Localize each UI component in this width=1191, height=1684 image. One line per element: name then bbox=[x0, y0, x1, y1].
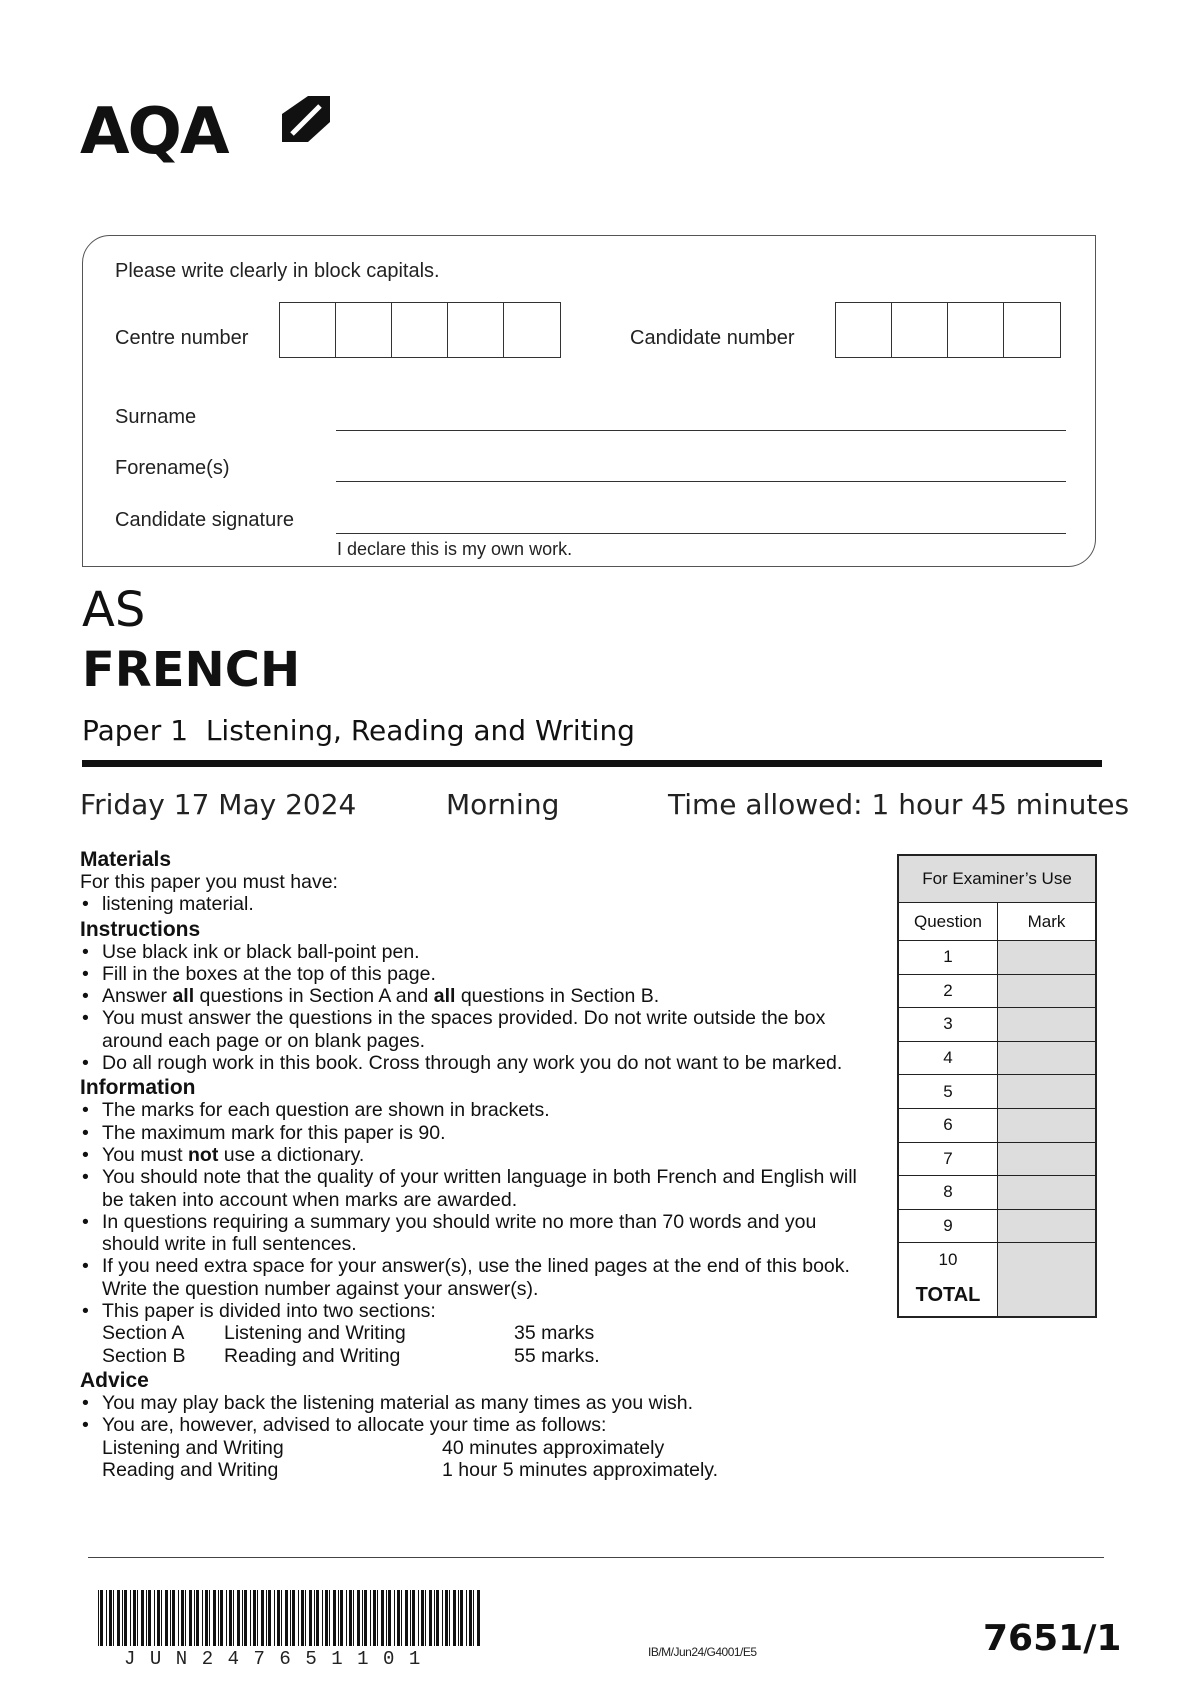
information-heading: Information bbox=[80, 1076, 196, 1100]
examiner-table-heading: For Examiner’s Use bbox=[899, 856, 1095, 903]
total-mark-cell bbox=[998, 1276, 1095, 1316]
barcode-bar bbox=[274, 1590, 275, 1646]
section-name: Section B bbox=[102, 1344, 186, 1367]
barcode-bar bbox=[117, 1590, 120, 1646]
barcode-bar bbox=[157, 1590, 160, 1646]
barcode-bar bbox=[202, 1590, 203, 1646]
question-number: 3 bbox=[899, 1008, 998, 1041]
logo-text: AQA bbox=[80, 95, 228, 169]
barcode-bar bbox=[130, 1590, 131, 1646]
candidate-number-label: Candidate number bbox=[630, 327, 795, 349]
list-item: • In questions requiring a summary you should write no more than 70 words and you should write in full sentences. bbox=[80, 1211, 860, 1256]
question-number: 6 bbox=[899, 1109, 998, 1142]
barcode-bar bbox=[281, 1590, 282, 1646]
subject-title: FRENCH bbox=[82, 642, 301, 698]
list-item: • Answer all questions in Section A and all questions in Section B. bbox=[80, 985, 860, 1007]
barcode-bar bbox=[141, 1590, 144, 1646]
declaration-text: I declare this is my own work. bbox=[337, 539, 573, 559]
barcode-bar bbox=[357, 1590, 360, 1646]
barcode-bar bbox=[137, 1590, 138, 1646]
mark-column-header: Mark bbox=[998, 903, 1095, 940]
allocation-part: Listening and Writing bbox=[102, 1436, 284, 1459]
section-row bbox=[80, 1322, 860, 1344]
examiner-question-row bbox=[899, 1109, 1095, 1143]
examiner-question-row bbox=[899, 1008, 1095, 1042]
list-item: • You must not use a dictionary. bbox=[80, 1144, 860, 1166]
barcode-bar bbox=[429, 1590, 432, 1646]
list-item: • You must answer the questions in the spaces provided. Do not write outside the box around each page or on blank pages. bbox=[80, 1007, 860, 1052]
barcode-bar bbox=[189, 1590, 192, 1646]
materials-intro: For this paper you must have: bbox=[80, 871, 338, 893]
barcode-bar bbox=[261, 1590, 264, 1646]
barcode-bar bbox=[329, 1590, 330, 1646]
barcode-bar bbox=[410, 1590, 411, 1646]
candidate-number-digit[interactable] bbox=[892, 303, 948, 357]
barcode-bar bbox=[185, 1590, 186, 1646]
list-item: • Fill in the boxes at the top of this page. bbox=[80, 963, 860, 985]
examiner-question-row bbox=[899, 1176, 1095, 1210]
examiner-question-row bbox=[899, 975, 1095, 1009]
information-list bbox=[80, 1099, 860, 1322]
barcode-bar bbox=[266, 1590, 267, 1646]
block-capitals-prompt: Please write clearly in block capitals. bbox=[115, 260, 440, 282]
barcode-bar bbox=[434, 1590, 435, 1646]
allocation-time: 40 minutes approximately bbox=[442, 1436, 665, 1459]
list-item: • Use black ink or black ball-point pen. bbox=[80, 941, 860, 963]
examiner-question-row bbox=[899, 941, 1095, 975]
question-number: 8 bbox=[899, 1176, 998, 1209]
instructions-list bbox=[80, 941, 860, 1075]
barcode-bar bbox=[237, 1590, 240, 1646]
barcode-bar bbox=[229, 1590, 232, 1646]
time-allowed: Time allowed: 1 hour 45 minutes bbox=[668, 788, 1130, 821]
materials-list bbox=[80, 893, 860, 915]
barcode-bar bbox=[333, 1590, 336, 1646]
barcode-bar bbox=[226, 1590, 227, 1646]
barcode-bar bbox=[405, 1590, 408, 1646]
barcode-bar bbox=[165, 1590, 168, 1646]
barcode-bar bbox=[314, 1590, 315, 1646]
barcode-bar bbox=[322, 1590, 323, 1646]
examiner-question-row bbox=[899, 1210, 1095, 1244]
barcode-bar bbox=[100, 1590, 103, 1646]
barcode-bar bbox=[209, 1590, 210, 1646]
list-item: • You should note that the quality of your written language in both French and English will be taken into account when marks are awarded. bbox=[80, 1166, 860, 1211]
barcode-bar bbox=[305, 1590, 306, 1646]
signature-field[interactable] bbox=[336, 533, 1066, 534]
barcode-bar bbox=[386, 1590, 387, 1646]
section-title: Listening and Writing bbox=[224, 1322, 406, 1345]
total-row bbox=[899, 1276, 1095, 1316]
barcode-bar bbox=[233, 1590, 234, 1646]
forenames-field[interactable] bbox=[336, 481, 1066, 482]
barcode-bar bbox=[196, 1590, 199, 1646]
question-number: 4 bbox=[899, 1042, 998, 1075]
surname-field[interactable] bbox=[336, 430, 1066, 431]
barcode-bar bbox=[477, 1590, 480, 1646]
barcode-bar bbox=[133, 1590, 136, 1646]
examiner-question-row bbox=[899, 1075, 1095, 1109]
barcode-bar bbox=[148, 1590, 151, 1646]
barcode-bar bbox=[346, 1590, 347, 1646]
mark-cell bbox=[998, 1075, 1095, 1108]
section-marks: 35 marks bbox=[514, 1322, 595, 1345]
barcode-bar bbox=[373, 1590, 376, 1646]
question-number: 10 bbox=[899, 1243, 998, 1276]
allocation-time: 1 hour 5 minutes approximately. bbox=[442, 1458, 719, 1481]
advice-heading: Advice bbox=[80, 1368, 149, 1392]
surname-label: Surname bbox=[115, 406, 197, 428]
barcode-bar bbox=[220, 1590, 223, 1646]
candidate-number-input[interactable] bbox=[835, 302, 1061, 358]
mark-cell bbox=[998, 941, 1095, 974]
centre-number-digit[interactable] bbox=[336, 303, 392, 357]
barcode-bar bbox=[277, 1590, 280, 1646]
barcode-bar bbox=[194, 1590, 195, 1646]
instructions-heading: Instructions bbox=[80, 917, 201, 941]
question-number: 7 bbox=[899, 1143, 998, 1176]
barcode-bar bbox=[253, 1590, 256, 1646]
forenames-label: Forename(s) bbox=[115, 457, 230, 479]
barcode-bar bbox=[458, 1590, 459, 1646]
barcode-bar bbox=[285, 1590, 288, 1646]
total-label: TOTAL bbox=[899, 1276, 998, 1316]
title-divider bbox=[82, 760, 1102, 767]
candidate-number-digit[interactable] bbox=[1004, 303, 1060, 357]
section-marks: 55 marks. bbox=[514, 1344, 600, 1367]
section-title: Reading and Writing bbox=[224, 1344, 401, 1367]
materials-heading: Materials bbox=[80, 848, 172, 871]
centre-number-digit[interactable] bbox=[280, 303, 336, 357]
barcode-bar bbox=[460, 1590, 463, 1646]
mark-cell bbox=[998, 1042, 1095, 1075]
candidate-details-box bbox=[82, 235, 1096, 567]
barcode-bar bbox=[250, 1590, 251, 1646]
barcode-bar bbox=[113, 1590, 114, 1646]
centre-number-digit[interactable] bbox=[448, 303, 504, 357]
barcode-bar bbox=[349, 1590, 352, 1646]
barcode-bar bbox=[309, 1590, 312, 1646]
barcode-bar bbox=[370, 1590, 371, 1646]
barcode-bar bbox=[397, 1590, 400, 1646]
centre-number-input[interactable] bbox=[279, 302, 561, 358]
paper-code: 7651/1 bbox=[983, 1618, 1122, 1659]
barcode-bar bbox=[124, 1590, 127, 1646]
list-item: • You may play back the listening material as many times as you wish. bbox=[80, 1392, 860, 1414]
barcode-bar bbox=[362, 1590, 363, 1646]
aqa-leaf-icon bbox=[278, 92, 334, 146]
barcode-bar bbox=[394, 1590, 395, 1646]
aqa-logo bbox=[80, 90, 350, 190]
list-item: • The maximum mark for this paper is 90. bbox=[80, 1122, 860, 1144]
mark-cell bbox=[998, 1243, 1095, 1276]
barcode-bar bbox=[340, 1590, 343, 1646]
barcode-bar bbox=[338, 1590, 339, 1646]
barcode-bar bbox=[170, 1590, 171, 1646]
barcode-bar bbox=[364, 1590, 367, 1646]
barcode-bar bbox=[316, 1590, 319, 1646]
mark-cell bbox=[998, 1210, 1095, 1243]
exam-session: Morning bbox=[446, 788, 560, 821]
barcode-bar bbox=[436, 1590, 439, 1646]
barcode-bar bbox=[421, 1590, 424, 1646]
list-item: • The marks for each question are shown in brackets. bbox=[80, 1099, 860, 1121]
candidate-number-digit[interactable] bbox=[836, 303, 892, 357]
question-number: 1 bbox=[899, 941, 998, 974]
examiner-question-row bbox=[899, 1243, 1095, 1276]
barcode-bar bbox=[109, 1590, 112, 1646]
paper-reference: IB/M/Jun24/G4001/E5 bbox=[648, 1645, 757, 1659]
barcode-bar bbox=[388, 1590, 391, 1646]
barcode-bar bbox=[412, 1590, 415, 1646]
list-item: • Do all rough work in this book. Cross through any work you do not want to be marked. bbox=[80, 1052, 860, 1074]
barcode-bar bbox=[98, 1590, 99, 1646]
barcode-bar bbox=[353, 1590, 354, 1646]
barcode-bar bbox=[469, 1590, 472, 1646]
centre-number-label: Centre number bbox=[115, 327, 249, 349]
instructions-column bbox=[80, 848, 860, 1481]
barcode-bar bbox=[122, 1590, 123, 1646]
section-row bbox=[80, 1345, 860, 1367]
centre-number-digit[interactable] bbox=[392, 303, 448, 357]
barcode-bar bbox=[268, 1590, 271, 1646]
exam-date: Friday 17 May 2024 bbox=[80, 788, 357, 821]
list-item: • listening material. bbox=[80, 893, 860, 915]
mark-cell bbox=[998, 975, 1095, 1008]
mark-cell bbox=[998, 1008, 1095, 1041]
barcode-bar bbox=[453, 1590, 456, 1646]
barcode-bar bbox=[325, 1590, 328, 1646]
allocation-row bbox=[80, 1437, 860, 1459]
signature-label: Candidate signature bbox=[115, 509, 295, 531]
barcode-bar bbox=[377, 1590, 378, 1646]
centre-number-digit[interactable] bbox=[504, 303, 560, 357]
barcode-image bbox=[98, 1590, 480, 1646]
barcode-bar bbox=[242, 1590, 243, 1646]
mark-cell bbox=[998, 1143, 1095, 1176]
barcode-bar bbox=[257, 1590, 258, 1646]
barcode-bar bbox=[172, 1590, 175, 1646]
question-number: 2 bbox=[899, 975, 998, 1008]
list-item: • If you need extra space for your answer(s), use the lined pages at the end of this book. Write the question number against your answer(s). bbox=[80, 1255, 860, 1300]
barcode-bar bbox=[154, 1590, 155, 1646]
list-item: • This paper is divided into two sections: bbox=[80, 1300, 860, 1322]
barcode-bar bbox=[425, 1590, 426, 1646]
qualification-level: AS bbox=[82, 582, 146, 638]
barcode-text: JUN247651101 bbox=[124, 1648, 435, 1670]
barcode-bar bbox=[213, 1590, 216, 1646]
mark-cell bbox=[998, 1176, 1095, 1209]
barcode-bar bbox=[442, 1590, 443, 1646]
barcode-bar bbox=[445, 1590, 448, 1646]
barcode-bar bbox=[218, 1590, 219, 1646]
barcode-bar bbox=[418, 1590, 419, 1646]
barcode-bar bbox=[205, 1590, 208, 1646]
barcode-bar bbox=[244, 1590, 247, 1646]
barcode-bar bbox=[290, 1590, 291, 1646]
footer-divider bbox=[88, 1557, 1104, 1558]
examiner-question-row bbox=[899, 1143, 1095, 1177]
allocation-row bbox=[80, 1459, 860, 1481]
barcode-bar bbox=[178, 1590, 179, 1646]
barcode-bar bbox=[466, 1590, 467, 1646]
question-column-header: Question bbox=[899, 903, 998, 940]
barcode-bar bbox=[473, 1590, 474, 1646]
question-number: 9 bbox=[899, 1210, 998, 1243]
paper-title: Paper 1 Listening, Reading and Writing bbox=[82, 714, 635, 747]
examiner-use-table bbox=[897, 854, 1097, 1318]
candidate-number-digit[interactable] bbox=[948, 303, 1004, 357]
question-number: 5 bbox=[899, 1075, 998, 1108]
barcode-bar bbox=[161, 1590, 162, 1646]
barcode-bar bbox=[449, 1590, 450, 1646]
barcode-bar bbox=[146, 1590, 147, 1646]
advice-list bbox=[80, 1392, 860, 1437]
section-name: Section A bbox=[102, 1322, 185, 1345]
mark-cell bbox=[998, 1109, 1095, 1142]
examiner-question-row bbox=[899, 1042, 1095, 1076]
barcode-bar bbox=[298, 1590, 299, 1646]
barcode-bar bbox=[292, 1590, 295, 1646]
list-item: • You are, however, advised to allocate your time as follows: bbox=[80, 1414, 860, 1436]
barcode-bar bbox=[301, 1590, 304, 1646]
barcode-bar bbox=[106, 1590, 107, 1646]
allocation-part: Reading and Writing bbox=[102, 1458, 279, 1481]
barcode-bar bbox=[381, 1590, 384, 1646]
examiner-table-header-row bbox=[899, 903, 1095, 941]
barcode-bar bbox=[181, 1590, 184, 1646]
barcode-bar bbox=[401, 1590, 402, 1646]
